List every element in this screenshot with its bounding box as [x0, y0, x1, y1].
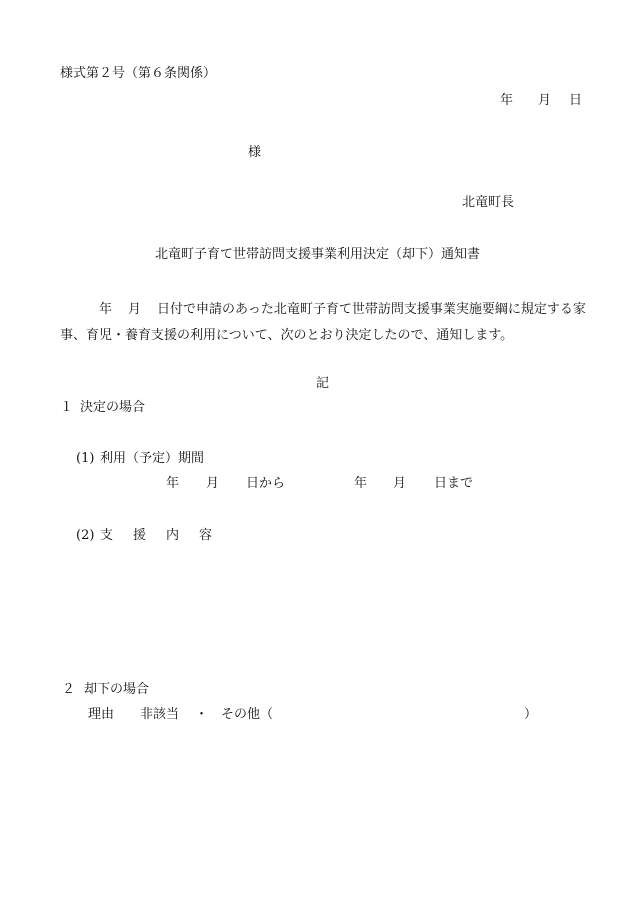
support-content-char: 容 [199, 528, 213, 543]
period-start-year: 年 [166, 476, 180, 491]
subsection-support-content [76, 529, 232, 542]
support-content-char: 内 [166, 528, 180, 543]
period-end-year: 年 [354, 476, 368, 491]
date-year-label: 年 [500, 93, 514, 108]
issuer-name: 北竜町長 [462, 195, 515, 210]
body-text: 日付で申請のあった北竜町子育て世帯訪問支援事業実施要綱に規定する家事、育児・養育支援の利用について、次のとおり決定したので、通知します。 [60, 302, 586, 343]
ki-heading: 記 [316, 376, 330, 391]
support-content-char: 援 [133, 528, 147, 543]
document-title: 北竜町子育て世帯訪問支援事業利用決定（却下）通知書 [155, 247, 481, 262]
period-start-month: 月 [206, 476, 220, 491]
subsection-1-label: 利用（予定）期間 [100, 451, 205, 466]
addressee-honorific: 様 [248, 145, 262, 160]
subsection-usage-period [76, 452, 204, 465]
subsection-1-number: (1) [76, 451, 95, 466]
body-year-label: 年 [99, 302, 113, 317]
reason-option-other: その他（ [221, 707, 274, 722]
body-paragraph [60, 297, 590, 349]
form-number: 様式第２号（第６条関係） [60, 66, 217, 81]
period-end-month: 月 [393, 476, 407, 491]
reason-close-paren: ） [524, 707, 538, 722]
period-end-day: 日まで [434, 476, 474, 491]
subsection-2-number: (2) [76, 528, 95, 543]
section-1-title: 決定の場合 [80, 400, 146, 415]
reason-separator: ・ [195, 707, 209, 722]
section-1-number: １ [60, 400, 74, 415]
section-2-number: ２ [62, 682, 76, 697]
reason-label: 理由 [88, 707, 115, 722]
section-2-title: 却下の場合 [84, 682, 150, 697]
date-month-label: 月 [538, 93, 552, 108]
support-content-label [100, 528, 232, 543]
support-content-char: 支 [100, 528, 114, 543]
reason-option-not-applicable: 非該当 [140, 707, 180, 722]
body-month-label: 月 [128, 302, 142, 317]
section-1-heading [60, 401, 145, 414]
section-2-heading [62, 683, 149, 696]
period-start-day: 日から [246, 476, 286, 491]
date-day-label: 日 [569, 93, 583, 108]
